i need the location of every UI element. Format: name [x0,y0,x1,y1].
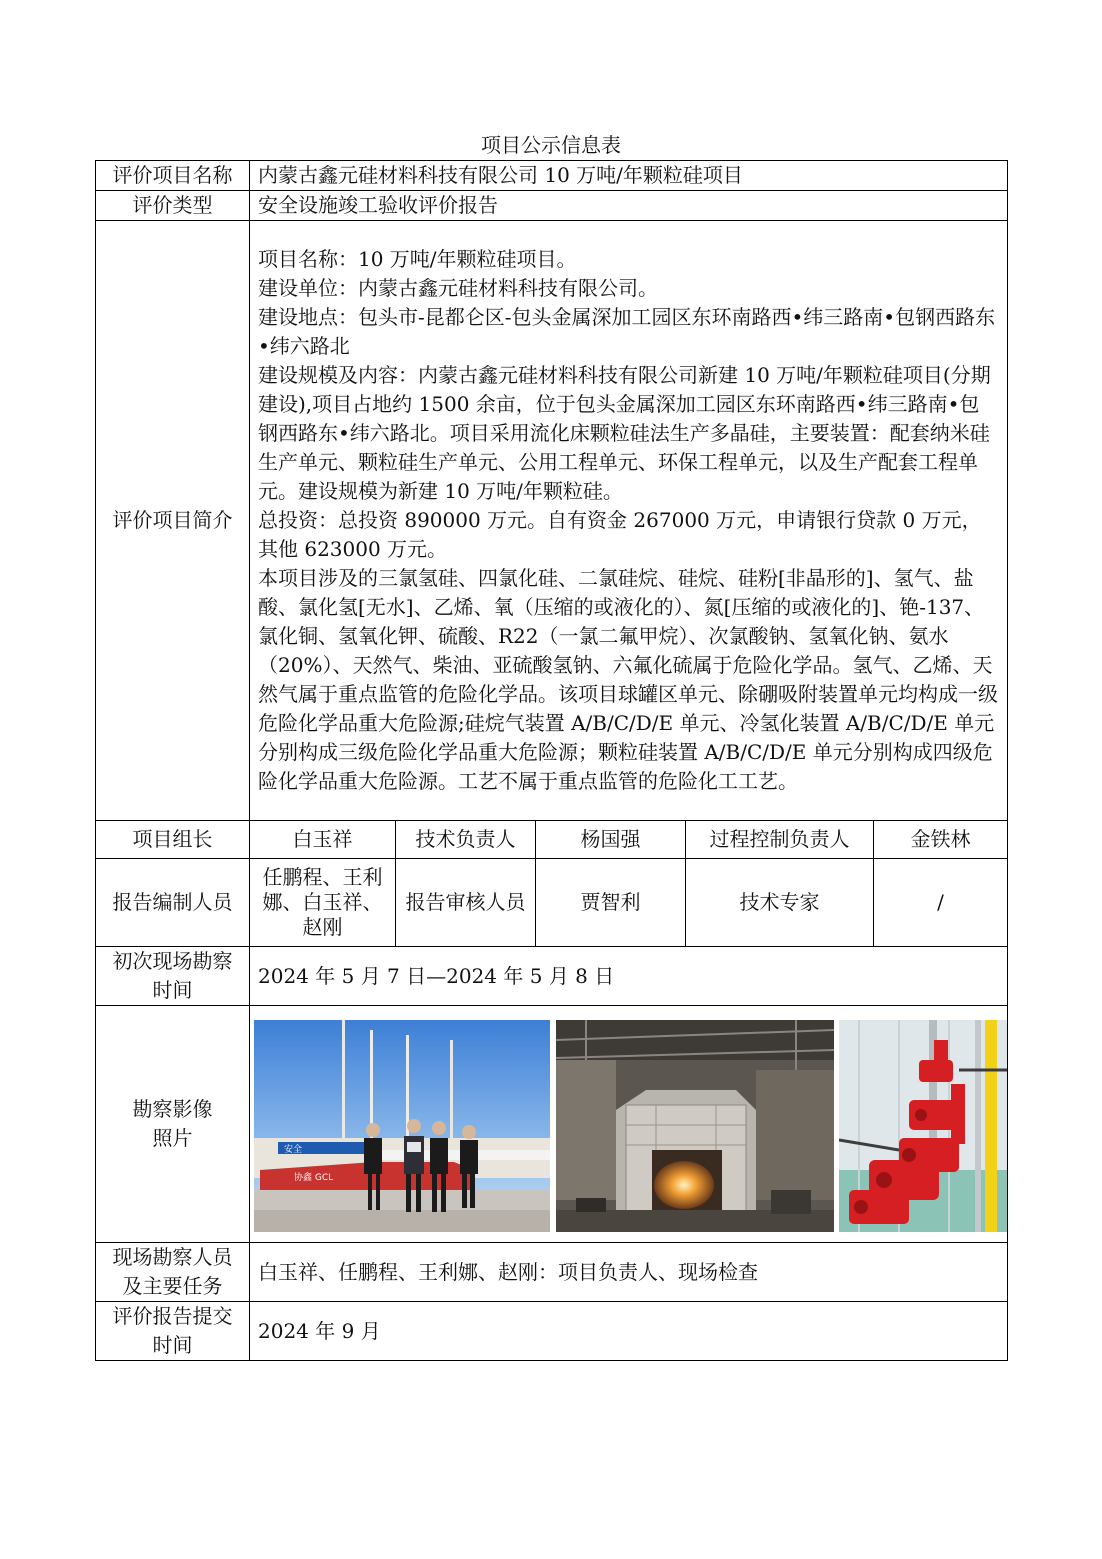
row-photos [96,1006,1008,1243]
svg-text:安全: 安全 [284,1145,303,1155]
red-pump-equipment-photo [839,1020,1007,1232]
row-intro [96,221,1008,821]
reviewer-label: 报告审核人员 [396,859,536,947]
process-lead-label: 过程控制负责人 [686,821,874,859]
submit-time-label: 评价报告提交时间 [96,1302,250,1361]
row-leaders [96,821,1008,859]
eval-type-value: 安全设施竣工验收评价报告 [250,191,1008,221]
site-group-photo [254,1020,550,1232]
reviewer-value: 贾智利 [536,859,686,947]
survey-staff-label: 现场勘察人员及主要任务 [96,1243,250,1302]
survey-staff-value: 白玉祥、任鹏程、王利娜、赵刚：项目负责人、现场检查 [250,1243,1008,1302]
row-submit-time [96,1302,1008,1361]
intro-location: 建设地点：包头市-昆都仑区-包头金属深加工园区东环南路西•纬三路南•包钢西路东•纬六路北 [258,305,996,358]
intro-hazards: 本项目涉及的三氯氢硅、四氯化硅、二氯硅烷、硅烷、硅粉[非晶形的]、氢气、盐酸、氯化氢[无水]、乙烯、氧（压缩的或液化的）、氮[压缩的或液化的]、铯-137、氯化铜、氢氧化钾、硫酸、R22（一氯二氟甲烷）、次氯酸钠、氢氧化钠、氨水（20%）、天然气、柴油、亚硫酸氢钠、六氟化硫属于危险化学品。氢气、乙烯、天然气属于重点监管的危险化学品。该项目球罐区单元、除硼吸附装置单元均构成一级危险化学品重大危险源;硅烷气装置 A/B/C/D/E 单元、冷氢化装置 A/B/C/D/E 单元分别构成三级危险化学品重大危险源；颗粒硅装置 A/B/C/D/E 单元分别构成四级危险化学品重大危险源。工艺不属于重点监管的危险化工工艺。 [258,566,998,793]
photos-cell [250,1006,1008,1243]
intro-investment: 总投资：总投资 890000 万元。自有资金 267000 万元，申请银行贷款 0 万元，其他 623000 万元。 [258,508,982,561]
project-name-value: 内蒙古鑫元硅材料科技有限公司 10 万吨/年颗粒硅项目 [250,161,1008,191]
expert-label: 技术专家 [686,859,874,947]
staff-writers: 任鹏程、王利娜、白玉祥、赵刚 [250,859,396,947]
project-name-label: 评价项目名称 [96,161,250,191]
submit-time-value: 2024 年 9 月 [250,1302,1008,1361]
eval-type-label: 评价类型 [96,191,250,221]
photos-strip [254,1016,1007,1232]
intro-scale: 建设规模及内容：内蒙古鑫元硅材料科技有限公司新建 10 万吨/年颗粒硅项目(分期建设),项目占地约 1500 余亩，位于包头金属深加工园区东环南路西•纬三路南•包钢西路东•纬六路北。项目采用流化床颗粒硅法生产多晶硅，主要装置：配套纳米硅生产单元、颗粒硅生产单元、公用工程单元、环保工程单元，以及生产配套工程单元。建设规模为新建 10 万吨/年颗粒硅。 [258,363,991,503]
row-project-name [96,161,1008,191]
leader-label: 项目组长 [96,821,250,859]
intro-body [250,221,1008,821]
row-survey-time [96,947,1008,1006]
staff-label: 报告编制人员 [96,859,250,947]
row-eval-type [96,191,1008,221]
survey-time-label: 初次现场勘察时间 [96,947,250,1006]
svg-text:协鑫 GCL: 协鑫 GCL [294,1173,334,1183]
tech-lead-value: 杨国强 [536,821,686,859]
tech-lead-label: 技术负责人 [396,821,536,859]
photos-label: 勘察影像照片 [96,1006,250,1243]
row-survey-staff [96,1243,1008,1302]
info-table [95,160,1008,1361]
expert-value: / [874,859,1008,947]
row-staff [96,859,1008,947]
plant-furnace-photo [556,1020,834,1232]
process-lead-value: 金铁林 [874,821,1008,859]
intro-project-name: 项目名称：10 万吨/年颗粒硅项目。 [258,247,577,271]
leader-value: 白玉祥 [250,821,396,859]
page-title: 项目公示信息表 [481,133,621,157]
intro-label: 评价项目简介 [96,221,250,821]
intro-builder: 建设单位：内蒙古鑫元硅材料科技有限公司。 [258,276,658,300]
survey-time-value: 2024 年 5 月 7 日—2024 年 5 月 8 日 [250,947,1008,1006]
